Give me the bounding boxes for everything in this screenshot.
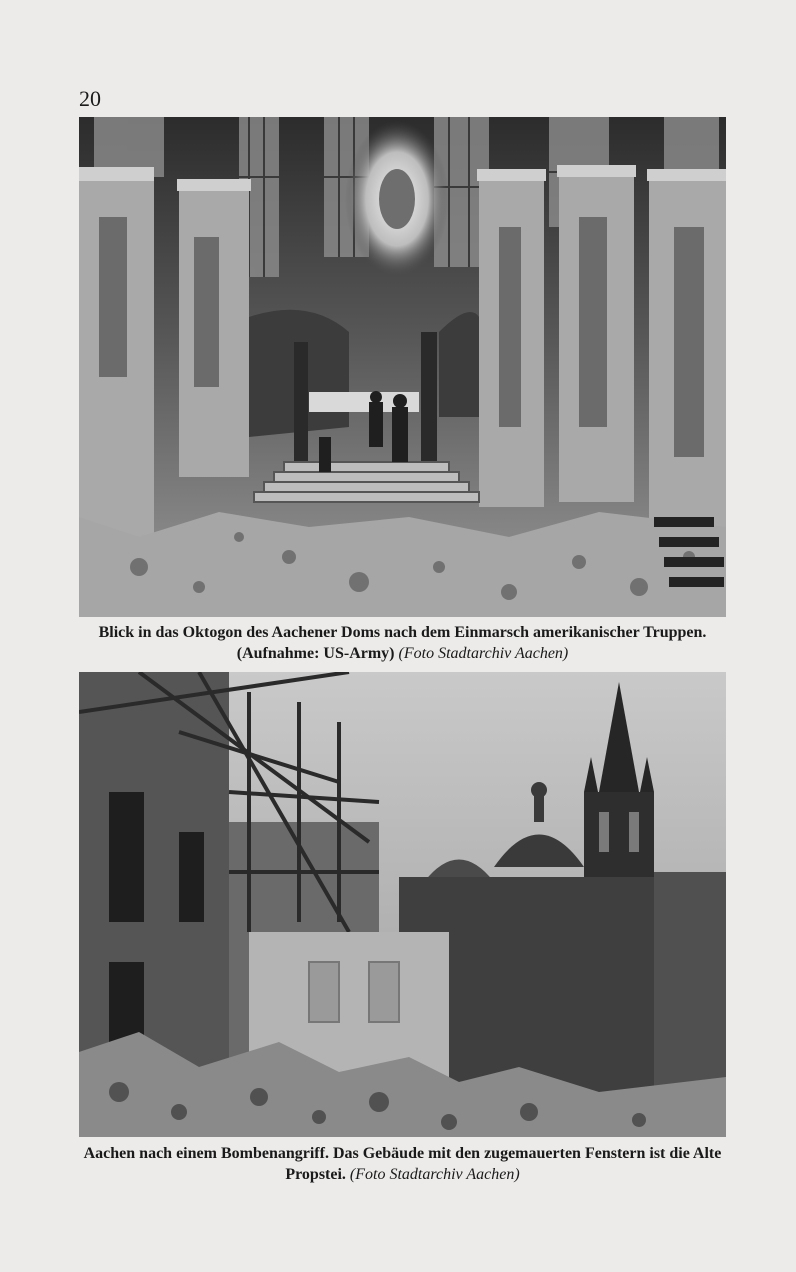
photo-credit: (Foto Stadtarchiv Aachen) (398, 645, 569, 662)
photo-credit: (Foto Stadtarchiv Aachen) (349, 1166, 520, 1183)
photo-octagon-interior (79, 117, 726, 617)
caption-text: Blick in das Oktogon des Aachener Doms nach dem Einmarsch amerikanischer Truppen. (Aufnahme: US-Army) (98, 624, 707, 662)
photo-aachen-bombing (79, 672, 726, 1137)
caption-bombing (79, 1143, 726, 1185)
page-number: 20 (79, 86, 101, 111)
caption-octagon (79, 622, 726, 664)
caption-text: Aachen nach einem Bombenangriff. Das Gebäude mit den zugemauerten Fenstern ist die Alte Propstei. (83, 1145, 722, 1183)
